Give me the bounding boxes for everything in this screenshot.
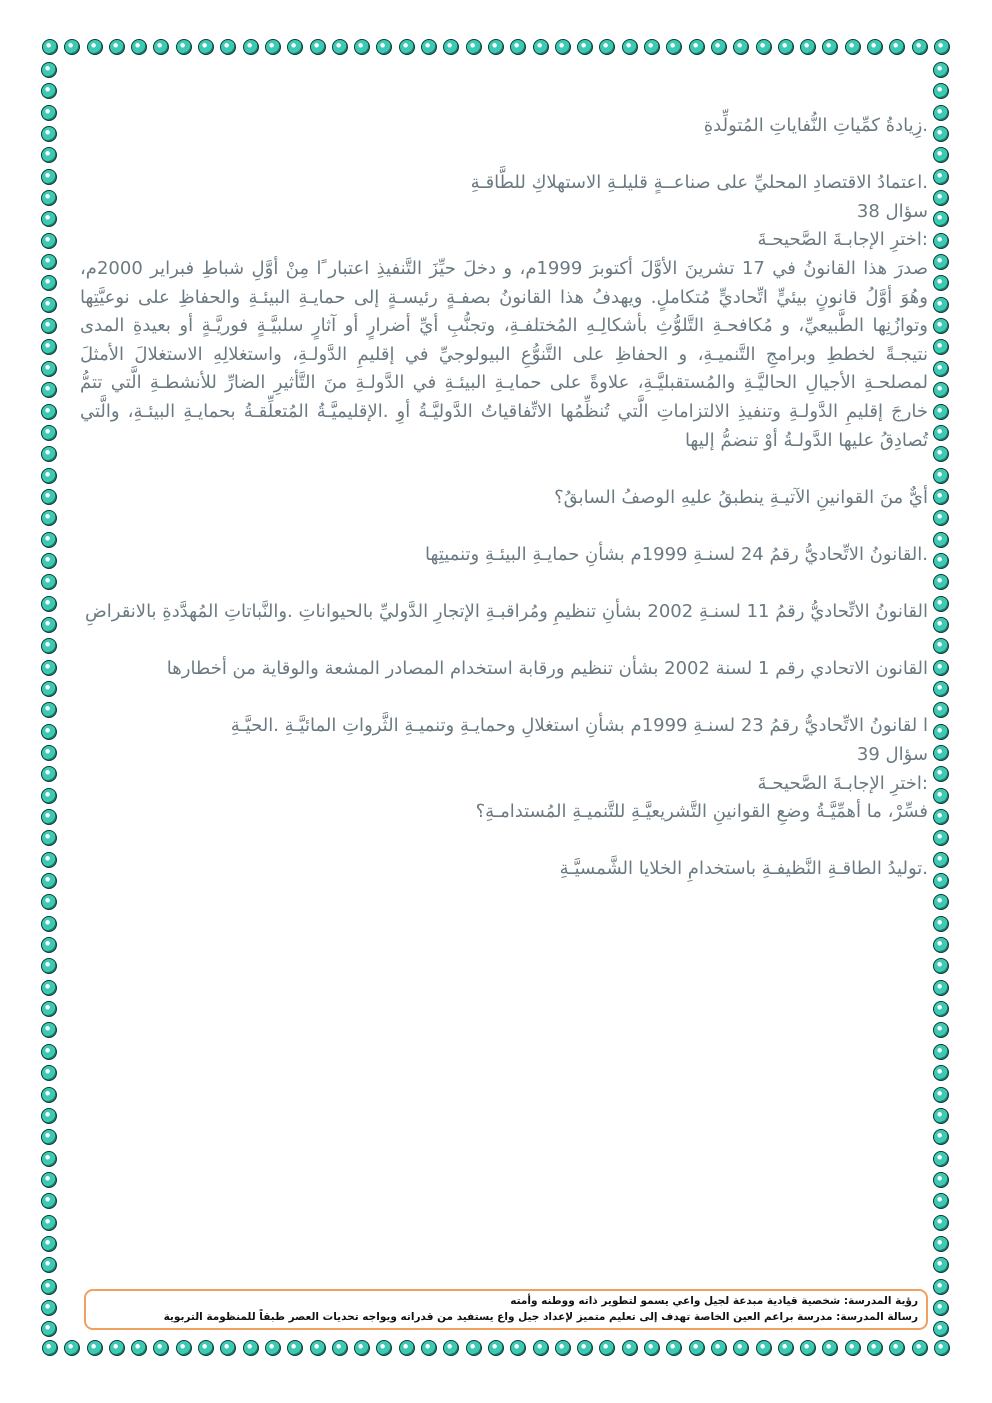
globe-icon <box>41 169 57 185</box>
globe-icon <box>287 39 303 55</box>
globe-icon <box>933 553 949 569</box>
globe-icon <box>153 39 169 55</box>
globe-icon <box>310 39 326 55</box>
globe-icon <box>933 1151 949 1167</box>
globe-icon <box>933 297 949 313</box>
globe-icon <box>889 1340 905 1356</box>
globe-icon <box>933 190 949 206</box>
globe-icon <box>131 1340 147 1356</box>
globe-icon <box>354 39 370 55</box>
globe-icon <box>689 1340 705 1356</box>
globe-icon <box>933 62 949 78</box>
globe-icon <box>87 39 103 55</box>
globe-icon <box>41 553 57 569</box>
globe-icon <box>933 766 949 782</box>
globe-icon <box>376 39 392 55</box>
globe-icon <box>933 916 949 932</box>
globe-icon <box>443 39 459 55</box>
globe-icon <box>265 39 281 55</box>
globe-icon <box>666 1340 682 1356</box>
globe-icon <box>41 745 57 761</box>
globe-icon <box>399 1340 415 1356</box>
globe-icon <box>933 660 949 676</box>
question-39-text: فسِّرْ، ما أهمِّيَّـةُ وضعِ القوانينِ التَّشريعيَّـةِ للتَّنميـةِ المُستدامـةِ؟ <box>475 801 928 823</box>
globe-icon <box>933 318 949 334</box>
globe-icon <box>41 830 57 846</box>
globe-icon <box>421 1340 437 1356</box>
globe-icon <box>933 788 949 804</box>
answer-option[interactable]: القانونُ الاتِّحاديُّ رقمُ 11 لسنـةِ 2002 بشأنِ تنظيمِ ومُراقبـةِ الإتجارِ الدَّوليِّ بالحيواناتِ .والنَّباتاتِ المُهدَّدةِ بالانقراضِ <box>85 601 928 623</box>
globe-icon <box>41 1108 57 1124</box>
globe-icon <box>41 126 57 142</box>
right-border <box>933 62 953 1338</box>
globe-icon <box>265 1340 281 1356</box>
globe-icon <box>41 382 57 398</box>
globe-icon <box>41 766 57 782</box>
globe-icon <box>310 1340 326 1356</box>
globe-icon <box>41 1215 57 1231</box>
globe-icon <box>933 532 949 548</box>
globe-icon <box>41 489 57 505</box>
globe-icon <box>87 1340 103 1356</box>
globe-icon <box>41 574 57 590</box>
globe-icon <box>41 596 57 612</box>
globe-icon <box>488 1340 504 1356</box>
globe-icon <box>243 39 259 55</box>
globe-icon <box>867 1340 883 1356</box>
globe-icon <box>131 39 147 55</box>
globe-icon <box>41 980 57 996</box>
globe-icon <box>577 39 593 55</box>
globe-icon <box>555 1340 571 1356</box>
globe-icon <box>933 1300 949 1316</box>
globe-icon <box>41 147 57 163</box>
globe-icon <box>41 404 57 420</box>
globe-icon <box>622 1340 638 1356</box>
globe-icon <box>933 126 949 142</box>
globe-icon <box>41 1151 57 1167</box>
globe-icon <box>41 702 57 718</box>
globe-icon <box>933 1257 949 1273</box>
globe-icon <box>510 1340 526 1356</box>
globe-icon <box>933 254 949 270</box>
globe-icon <box>689 39 705 55</box>
globe-icon <box>41 446 57 462</box>
globe-icon <box>176 1340 192 1356</box>
globe-icon <box>933 425 949 441</box>
globe-icon <box>933 404 949 420</box>
globe-icon <box>41 681 57 697</box>
answer-option[interactable]: .توليدُ الطاقـةِ النَّظيفـةِ باستخدامِ الخلايا الشَّمسيَّـةِ <box>559 858 928 880</box>
globe-icon <box>41 532 57 548</box>
globe-icon <box>41 1321 57 1337</box>
bottom-border <box>42 1340 950 1360</box>
globe-icon <box>466 39 482 55</box>
globe-icon <box>867 39 883 55</box>
globe-icon <box>933 468 949 484</box>
globe-icon <box>934 39 950 55</box>
globe-icon <box>41 1300 57 1316</box>
globe-icon <box>933 1022 949 1038</box>
globe-icon <box>933 830 949 846</box>
globe-icon <box>933 596 949 612</box>
globe-icon <box>711 1340 727 1356</box>
globe-icon <box>533 39 549 55</box>
globe-icon <box>711 39 727 55</box>
answer-option[interactable]: القانون الاتحادي رقم 1 لسنة 2002 بشأن تنظيم ورقابة استخدام المصادر المشعة والوقاية من أخطارها <box>166 658 928 680</box>
globe-icon <box>41 1087 57 1103</box>
question-39-label: سؤال 39 <box>856 744 928 766</box>
globe-icon <box>933 1108 949 1124</box>
globe-icon <box>243 1340 259 1356</box>
question-38-prompt: :اخترِ الإجابـةَ الصَّحيحـةَ <box>757 229 928 251</box>
globe-icon <box>41 1193 57 1209</box>
globe-icon <box>41 1065 57 1081</box>
globe-icon <box>933 681 949 697</box>
globe-icon <box>933 1236 949 1252</box>
globe-icon <box>41 361 57 377</box>
globe-icon <box>41 105 57 121</box>
globe-icon <box>933 169 949 185</box>
globe-icon <box>933 852 949 868</box>
globe-icon <box>42 1340 58 1356</box>
globe-icon <box>41 1279 57 1295</box>
globe-icon <box>933 361 949 377</box>
globe-icon <box>466 1340 482 1356</box>
globe-icon <box>41 916 57 932</box>
globe-icon <box>644 39 660 55</box>
globe-icon <box>332 1340 348 1356</box>
globe-icon <box>41 254 57 270</box>
globe-icon <box>41 318 57 334</box>
globe-icon <box>41 190 57 206</box>
globe-icon <box>41 852 57 868</box>
globe-icon <box>332 39 348 55</box>
globe-icon <box>933 1129 949 1145</box>
globe-icon <box>41 83 57 99</box>
globe-icon <box>933 510 949 526</box>
globe-icon <box>933 1001 949 1017</box>
globe-icon <box>778 39 794 55</box>
globe-icon <box>42 39 58 55</box>
globe-icon <box>153 1340 169 1356</box>
globe-icon <box>354 1340 370 1356</box>
globe-icon <box>733 39 749 55</box>
globe-icon <box>933 937 949 953</box>
globe-icon <box>599 39 615 55</box>
globe-icon <box>64 1340 80 1356</box>
globe-icon <box>443 1340 459 1356</box>
globe-icon <box>41 425 57 441</box>
globe-icon <box>933 339 949 355</box>
globe-icon <box>41 1257 57 1273</box>
globe-icon <box>912 39 928 55</box>
globe-icon <box>41 211 57 227</box>
globe-icon <box>912 1340 928 1356</box>
globe-icon <box>41 1044 57 1060</box>
globe-icon <box>845 39 861 55</box>
globe-icon <box>41 638 57 654</box>
globe-icon <box>41 1022 57 1038</box>
question-39-prompt: :اخترِ الإجابـةَ الصَّحيحـةَ <box>757 772 928 794</box>
globe-icon <box>220 39 236 55</box>
globe-icon <box>41 1236 57 1252</box>
globe-icon <box>933 1172 949 1188</box>
school-footer <box>84 1289 928 1330</box>
globe-icon <box>399 39 415 55</box>
top-border <box>42 39 950 59</box>
globe-icon <box>41 468 57 484</box>
answer-option[interactable]: .القانونُ الاتِّحاديُّ رقمُ 24 لسنـةِ 1999م بشأنِ حمايـةِ البيئـةِ وتنميتِها <box>425 543 928 565</box>
globe-icon <box>41 617 57 633</box>
globe-icon <box>198 1340 214 1356</box>
globe-icon <box>41 894 57 910</box>
globe-icon <box>533 1340 549 1356</box>
school-vision: رؤية المدرسة: شخصية قيادية مبدعة لجيل واعي يسمو لتطوير ذاته ووطنه وأمته <box>510 1295 918 1307</box>
text-line: .زِيادةُ كمِّياتِ النُّفاياتِ المُتولِّدةِ <box>703 115 928 136</box>
globe-icon <box>933 1215 949 1231</box>
globe-icon <box>933 105 949 121</box>
globe-icon <box>933 873 949 889</box>
globe-icon <box>933 233 949 249</box>
globe-icon <box>421 39 437 55</box>
globe-icon <box>41 297 57 313</box>
globe-icon <box>376 1340 392 1356</box>
globe-icon <box>41 1129 57 1145</box>
globe-icon <box>644 1340 660 1356</box>
globe-icon <box>109 1340 125 1356</box>
school-mission: رسالة المدرسة: مدرسة براعم العين الخاصة تهدف إلى تعليم متميز لإعداد جيل واع يستفيد من قدراته ويواجه تحديات العصر طبقاً للمنظومة التربوية <box>163 1311 918 1323</box>
globe-icon <box>41 1172 57 1188</box>
globe-icon <box>934 1340 950 1356</box>
globe-icon <box>933 382 949 398</box>
globe-icon <box>41 660 57 676</box>
globe-icon <box>41 275 57 291</box>
question-38-passage: صدرَ هذا القانونُ في 17 تشرينَ الأوَّلَ أكتوبرَ 1999م، و دخلَ حيِّزَ التَّنفيذِ اعتبار ًا مِنْ أوَّلِ شباطِ فبراير 2000م، وهُوَ أوَّلُ قانونٍ بيئيٍّ اتِّحاديٍّ مُتكاملٍ. ويهدفُ هذا القانونُ بصفـةٍ رئيسـةٍ إلى حمايـةِ البيئـةِ والحفاظِ على نوعيَّتِها وتوازُنِها الطَّبيعيِّ، و مُكافحـةِ التَّلوُّثِ بأشكالِـهِ المُختلفـةِ، وتجنُّبِ أيِّ أضرارٍ أو آثارٍ سلبيَّـةٍ فوريَّـةٍ أو بعيدةِ المدى نتيجـةً لخططِ وبرامجِ التَّنميـةِ، و الحفاظِ على التَّنوُّعِ البيولوجيِّ في إقليمِ الدَّولـةِ، واستغلالِهِ الاستغلالَ الأمثلَ لمصلحـةِ الأجيالِ الحاليَّـةِ والمُستقبليَّـةِ، علاوةً على حمايـةِ البيئـةِ في الدَّولـةِ منَ التَّأثيرِ الضارِّ للأنشطـةِ الَّتي تتمُّ خارجَ إقليمِ الدَّولـةِ وتنفيذِ الالتزاماتِ الَّتي تُنظِّمُها الاتِّفاقياتُ الدَّوليَّـةُ أوِ .الإقليميَّـةُ المُتعلِّقـةُ بحمايـةِ البيئـةِ، والَّتي تُصادِقُ عليها الدَّولـةُ أوْ تنضمُّ إليها <box>80 257 928 451</box>
globe-icon <box>933 1321 949 1337</box>
globe-icon <box>733 1340 749 1356</box>
globe-icon <box>822 39 838 55</box>
globe-icon <box>933 1087 949 1103</box>
globe-icon <box>41 339 57 355</box>
answer-option[interactable]: ا لقانونُ الاتِّحاديُّ رقمُ 23 لسنـةِ 1999م بشأنِ استغلالِ وحمايـةِ وتنميـةِ الثَّرواتِ المائيَّـةِ .الحيَّـةِ <box>230 715 928 737</box>
globe-icon <box>933 1065 949 1081</box>
globe-icon <box>933 1044 949 1060</box>
globe-icon <box>800 39 816 55</box>
globe-icon <box>41 788 57 804</box>
globe-icon <box>933 958 949 974</box>
globe-icon <box>64 39 80 55</box>
globe-icon <box>599 1340 615 1356</box>
globe-icon <box>666 39 682 55</box>
globe-icon <box>933 809 949 825</box>
globe-icon <box>41 958 57 974</box>
document-body <box>80 112 928 884</box>
globe-icon <box>198 39 214 55</box>
globe-icon <box>220 1340 236 1356</box>
globe-icon <box>41 937 57 953</box>
globe-icon <box>889 39 905 55</box>
globe-icon <box>933 894 949 910</box>
globe-icon <box>41 873 57 889</box>
globe-icon <box>933 1193 949 1209</box>
globe-icon <box>933 489 949 505</box>
globe-icon <box>555 39 571 55</box>
globe-icon <box>933 211 949 227</box>
globe-icon <box>933 1279 949 1295</box>
globe-icon <box>41 724 57 740</box>
globe-icon <box>176 39 192 55</box>
globe-icon <box>933 446 949 462</box>
globe-icon <box>41 62 57 78</box>
globe-icon <box>577 1340 593 1356</box>
globe-icon <box>756 39 772 55</box>
globe-icon <box>933 617 949 633</box>
globe-icon <box>41 809 57 825</box>
question-38-text: أيٌّ منَ القوانينِ الآتيـةِ ينطبقُ عليهِ الوصفُ السابقُ؟ <box>554 486 928 508</box>
globe-icon <box>933 724 949 740</box>
globe-icon <box>488 39 504 55</box>
globe-icon <box>933 83 949 99</box>
globe-icon <box>845 1340 861 1356</box>
globe-icon <box>510 39 526 55</box>
globe-icon <box>933 275 949 291</box>
globe-icon <box>109 39 125 55</box>
left-border <box>41 62 61 1338</box>
globe-icon <box>41 233 57 249</box>
globe-icon <box>933 147 949 163</box>
text-line: .اعتمادُ الاقتصادِ المحليِّ على صناعــةٍ قليلـةِ الاستهلاكِ للطَّاقـةِ <box>470 172 928 194</box>
question-38-label: سؤال 38 <box>856 200 928 222</box>
globe-icon <box>822 1340 838 1356</box>
globe-icon <box>287 1340 303 1356</box>
globe-icon <box>800 1340 816 1356</box>
globe-icon <box>933 745 949 761</box>
globe-icon <box>933 702 949 718</box>
globe-icon <box>41 510 57 526</box>
globe-icon <box>933 574 949 590</box>
globe-icon <box>756 1340 772 1356</box>
globe-icon <box>622 39 638 55</box>
globe-icon <box>933 980 949 996</box>
globe-icon <box>41 1001 57 1017</box>
globe-icon <box>778 1340 794 1356</box>
globe-icon <box>933 638 949 654</box>
